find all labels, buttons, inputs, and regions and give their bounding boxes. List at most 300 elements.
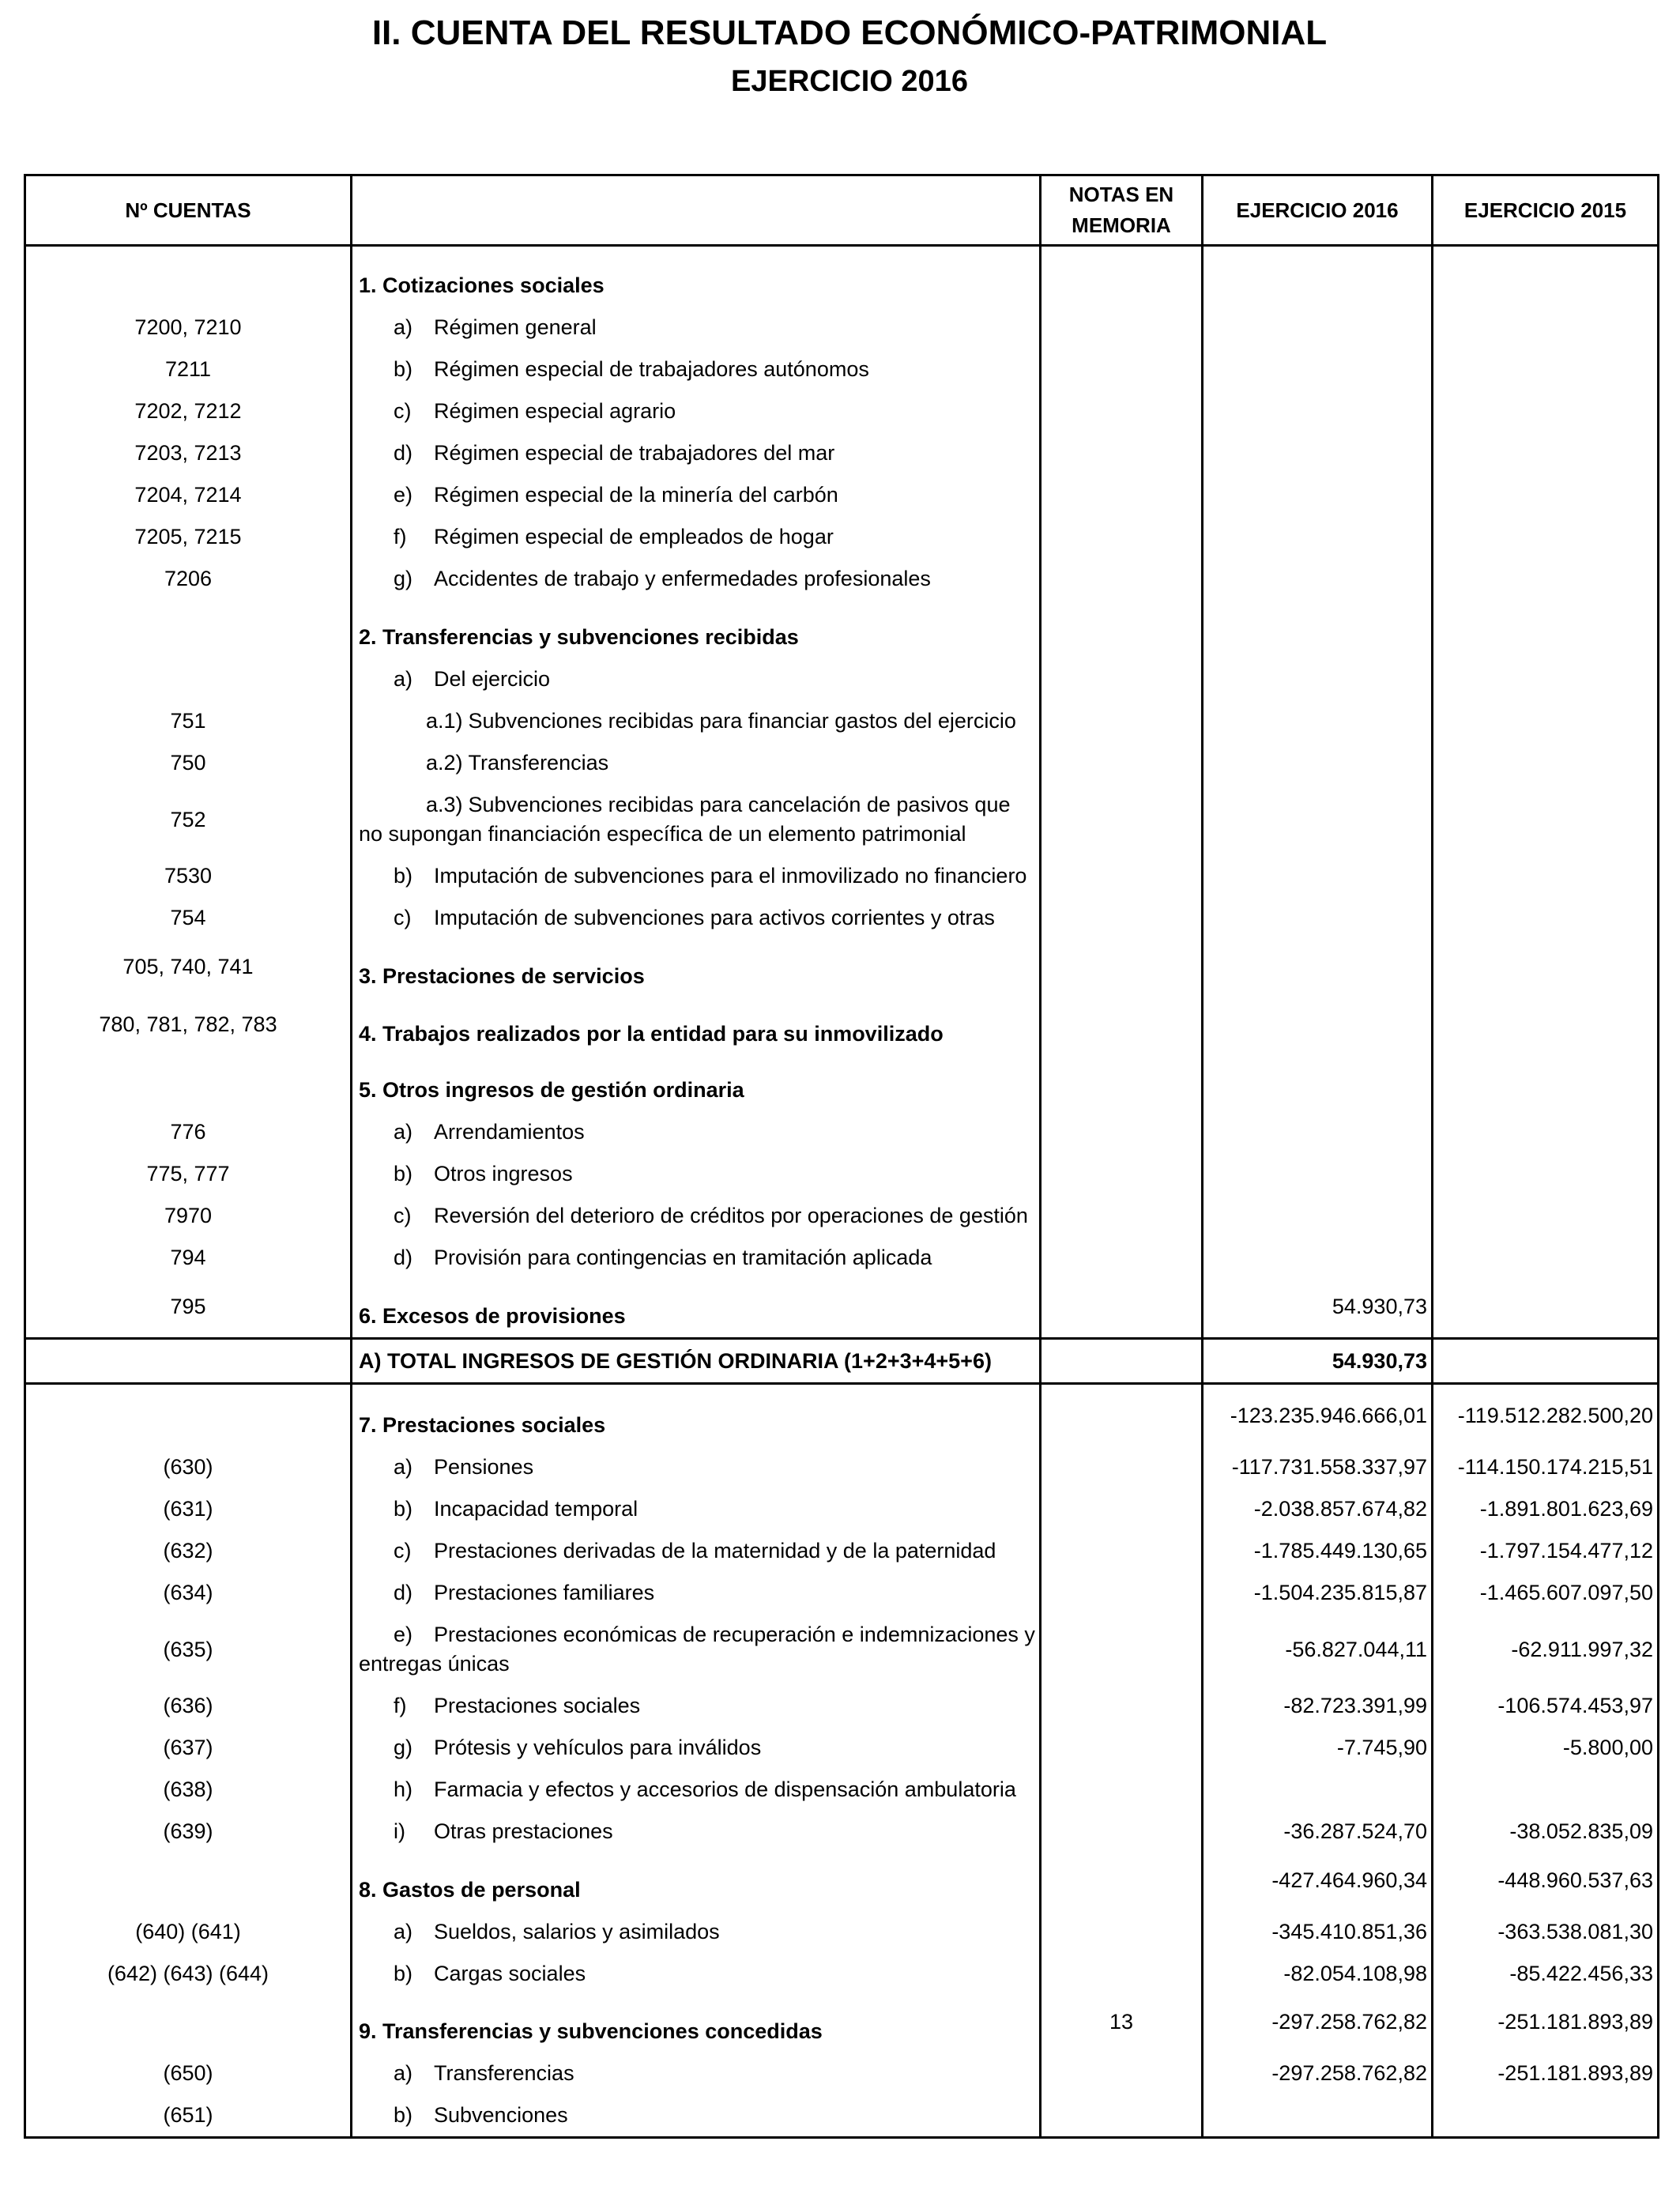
table-row [26,1769,1657,1811]
table-header [26,176,1657,247]
notes-cell [1039,855,1201,897]
concept-cell [350,1237,1039,1279]
account-number: 750 [170,751,206,775]
header-accounts: Nº CUENTAS [125,198,251,222]
item-letter: g) [394,1736,413,1759]
table-row [26,307,1657,349]
account-number: 754 [170,906,206,929]
amount-2016-cell [1201,1614,1431,1685]
notes-cell [1039,247,1201,307]
table-row [26,390,1657,432]
item-letter: a.1) [426,709,463,733]
section-heading: 5. Otros ingresos de gestión ordinaria [359,1078,744,1102]
notes-cell [1039,700,1201,742]
item-letter: h) [394,1777,413,1801]
income-section [26,247,1657,1337]
amount-2015-cell [1431,1572,1657,1614]
account-cell [26,474,350,516]
table-row [26,658,1657,700]
amount-2016: -427.464.960,34 [1271,1868,1427,1892]
concept-cell [350,1340,1039,1382]
amount-2015-cell [1431,1853,1657,1911]
concept-text: Sueldos, salarios y asimilados [434,1920,720,1943]
section-heading: 8. Gastos de personal [359,1878,581,1902]
amount-2016: -297.258.762,82 [1271,2010,1427,2034]
amount-2015: -119.512.282.500,20 [1457,1404,1653,1427]
concept-cell [350,1446,1039,1488]
amount-2016-cell [1201,1237,1431,1279]
amount-2015-cell [1431,474,1657,516]
notes-cell [1039,2053,1201,2094]
concept-text: Transferencias [468,751,609,775]
concept-cell [350,390,1039,432]
account-number: 7202, 7212 [134,399,242,423]
amount-2016: -1.785.449.130,65 [1253,1539,1427,1563]
amount-2015: -1.797.154.477,12 [1479,1539,1653,1563]
account-number: 7206 [164,567,213,590]
amount-2015-cell [1431,558,1657,600]
section-heading: 9. Transferencias y subvenciones concedidas [359,2019,823,2043]
concept-cell [350,742,1039,784]
concept-cell [350,432,1039,474]
header-concept-cell [350,176,1039,244]
concept-cell [350,897,1039,939]
concept-text: Arrendamientos [434,1120,585,1144]
table-row [26,1572,1657,1614]
concept-cell [350,349,1039,390]
account-number: (650) [163,2061,213,2085]
amount-2016-cell [1201,1153,1431,1195]
notes-cell [1039,1727,1201,1769]
amount-2016-cell [1201,897,1431,939]
amount-2015: -363.538.081,30 [1497,1920,1653,1943]
amount-2016-cell [1201,1995,1431,2053]
item-letter: d) [394,1581,413,1604]
amount-2016-cell [1201,1385,1431,1446]
notes-cell [1039,1685,1201,1727]
table-row [26,1727,1657,1769]
amount-2016: -82.723.391,99 [1283,1694,1427,1717]
table-heading-row [26,1279,1657,1337]
amount-2016-cell [1201,432,1431,474]
notes-cell [1039,1530,1201,1572]
account-cell [26,1279,350,1337]
amount-2015: -448.960.537,63 [1497,1868,1653,1892]
account-cell [26,1769,350,1811]
table-row [26,742,1657,784]
concept-cell [350,1195,1039,1237]
amount-2016-cell [1201,1811,1431,1853]
account-number: 794 [170,1246,206,1269]
table-row [26,1153,1657,1195]
total-income-label: A) TOTAL INGRESOS DE GESTIÓN ORDINARIA (1+2+3+4+5+6) [359,1349,992,1373]
amount-2016: -117.731.558.337,97 [1231,1455,1427,1479]
concept-text: Otros ingresos [434,1162,573,1186]
concept-cell [350,1111,1039,1153]
concept-text: Imputación de subvenciones para el inmovilizado no financiero [434,864,1027,888]
notes-cell [1039,997,1201,1055]
amount-2016: -1.504.235.815,87 [1253,1581,1427,1604]
amount-2015: -114.150.174.215,51 [1457,1455,1653,1479]
amount-2015-cell [1431,742,1657,784]
table-row [26,784,1657,855]
notes-cell [1039,1995,1201,2053]
header-year-2015-cell [1431,176,1657,244]
header-accounts-cell [26,176,350,244]
amount-2015: -38.052.835,09 [1509,1819,1653,1843]
amount-2015-cell [1431,1237,1657,1279]
amount-2016-cell [1201,390,1431,432]
account-cell [26,349,350,390]
table-row [26,1911,1657,1953]
amount-2015-cell [1431,1995,1657,2053]
amount-2015-cell [1431,1446,1657,1488]
amount-2015-cell [1431,658,1657,700]
item-letter: e) [394,483,413,507]
account-cell [26,1995,350,2053]
total-income-amount-2016: 54.930,73 [1332,1349,1427,1373]
amount-2016-cell [1201,939,1431,997]
notes-cell [1039,1911,1201,1953]
concept-text: Otras prestaciones [434,1819,613,1843]
concept-text: Pensiones [434,1455,534,1479]
amount-2015-cell [1431,1530,1657,1572]
account-cell [26,1488,350,1530]
account-number: (638) [163,1777,213,1801]
concept-cell [350,600,1039,658]
concept-cell [350,2094,1039,2136]
section-heading: 3. Prestaciones de servicios [359,964,645,988]
table-heading-row [26,997,1657,1055]
notes-cell [1039,1279,1201,1337]
account-cell [26,1727,350,1769]
amount-2016-cell [1201,2094,1431,2136]
concept-cell [350,1385,1039,1446]
concept-text: Prestaciones sociales [434,1694,641,1717]
notes-cell [1039,1446,1201,1488]
concept-cell [350,1614,1039,1685]
notes-cell [1039,939,1201,997]
amount-2015-cell [1431,1195,1657,1237]
notes-cell [1039,1111,1201,1153]
notes-cell [1039,1237,1201,1279]
amount-2015-cell [1431,1811,1657,1853]
account-cell [26,1853,350,1911]
amount-2016: -7.745,90 [1336,1736,1427,1759]
amount-2015-cell [1431,700,1657,742]
amount-2016-cell [1201,742,1431,784]
concept-text: Accidentes de trabajo y enfermedades profesionales [434,567,931,590]
concept-cell [350,784,1039,855]
amount-2016-cell [1201,1446,1431,1488]
table-heading-row [26,1853,1657,1911]
concept-text: Régimen especial de empleados de hogar [434,525,834,548]
amount-2015: -106.574.453,97 [1497,1694,1653,1717]
item-letter: a) [394,1455,413,1479]
table-row [26,700,1657,742]
amount-2016-cell [1201,997,1431,1055]
account-number: 752 [170,807,206,831]
amount-2015: -251.181.893,89 [1497,2061,1653,2085]
amount-2016-cell [1201,1769,1431,1811]
table-row [26,558,1657,600]
account-cell [26,784,350,855]
account-cell [26,1385,350,1446]
account-number: 7530 [164,864,213,888]
header-year-2016-cell [1201,176,1431,244]
notes-cell [1039,2094,1201,2136]
concept-text: Del ejercicio [434,667,551,691]
amount-2015-cell [1431,855,1657,897]
account-number: 775, 777 [146,1162,230,1186]
account-cell [26,1572,350,1614]
account-cell [26,1340,350,1382]
table-row [26,2094,1657,2136]
amount-2016-cell [1201,1340,1431,1382]
table-heading-row [26,939,1657,997]
concept-text: Transferencias [434,2061,574,2085]
notes-cell [1039,1853,1201,1911]
notes-cell [1039,558,1201,600]
table-row [26,1614,1657,1685]
note-reference: 13 [1109,2010,1134,2034]
table-row [26,349,1657,390]
amount-2015-cell [1431,1055,1657,1111]
section-heading: 6. Excesos de provisiones [359,1304,626,1328]
concept-cell [350,855,1039,897]
concept-cell [350,1153,1039,1195]
amount-2015-cell [1431,1111,1657,1153]
notes-cell [1039,1811,1201,1853]
notes-cell [1039,742,1201,784]
account-cell [26,558,350,600]
account-number: 7211 [164,357,212,381]
amount-2016-cell [1201,600,1431,658]
item-letter: c) [394,1204,412,1227]
item-letter: d) [394,1246,413,1269]
notes-cell [1039,1614,1201,1685]
item-letter: e) [394,1623,413,1646]
income-statement-table [24,174,1659,2139]
header-notes: NOTAS EN MEMORIA [1068,183,1174,237]
amount-2015-cell [1431,1769,1657,1811]
amount-2016-cell [1201,1853,1431,1911]
concept-text: Régimen especial de trabajadores autónomos [434,357,869,381]
table-row [26,855,1657,897]
table-heading-row [26,1385,1657,1446]
account-cell [26,1111,350,1153]
table-heading-row [26,247,1657,307]
account-cell [26,2094,350,2136]
amount-2016: 54.930,73 [1332,1295,1427,1318]
account-number: 795 [170,1295,206,1318]
amount-2016-cell [1201,658,1431,700]
table-row [26,1195,1657,1237]
amount-2016: -345.410.851,36 [1271,1920,1427,1943]
item-letter: b) [394,357,413,381]
amount-2016-cell [1201,307,1431,349]
amount-2015-cell [1431,1488,1657,1530]
amount-2015-cell [1431,516,1657,558]
notes-cell [1039,784,1201,855]
account-cell [26,1530,350,1572]
notes-cell [1039,1055,1201,1111]
item-letter: b) [394,1162,413,1186]
item-letter: a.3) [426,793,463,816]
account-cell [26,1055,350,1111]
account-cell [26,1195,350,1237]
concept-text: Régimen general [434,315,597,339]
concept-cell [350,1953,1039,1995]
account-cell [26,1614,350,1685]
amount-2015: -1.891.801.623,69 [1479,1497,1653,1521]
account-cell [26,1911,350,1953]
account-number: 7200, 7210 [134,315,242,339]
concept-text: Prestaciones económicas de recuperación e indemnizaciones y entregas únicas [359,1623,1035,1676]
notes-cell [1039,1195,1201,1237]
notes-cell [1039,349,1201,390]
account-number: (640) (641) [135,1920,241,1943]
account-number: (634) [163,1581,213,1604]
account-cell [26,742,350,784]
concept-cell [350,1572,1039,1614]
table-row [26,1111,1657,1153]
amount-2015-cell [1431,1911,1657,1953]
concept-text: Farmacia y efectos y accesorios de dispensación ambulatoria [434,1777,1016,1801]
concept-text: Régimen especial agrario [434,399,676,423]
account-number: (642) (643) (644) [107,1962,269,1985]
table-row [26,474,1657,516]
item-letter: a.2) [426,751,463,775]
amount-2016: -2.038.857.674,82 [1253,1497,1427,1521]
concept-text: Prestaciones familiares [434,1581,655,1604]
item-letter: a) [394,2061,413,2085]
table-row [26,1237,1657,1279]
amount-2015-cell [1431,349,1657,390]
table-row [26,1446,1657,1488]
amount-2015: -5.800,00 [1562,1736,1653,1759]
amount-2015-cell [1431,1153,1657,1195]
notes-cell [1039,1340,1201,1382]
account-cell [26,516,350,558]
concept-cell [350,2053,1039,2094]
amount-2016: -123.235.946.666,01 [1230,1404,1427,1427]
concept-text: Provisión para contingencias en tramitación aplicada [434,1246,932,1269]
account-number: 780, 781, 782, 783 [99,1012,277,1036]
concept-text: Cargas sociales [434,1962,586,1985]
concept-cell [350,307,1039,349]
notes-cell [1039,1153,1201,1195]
amount-2016-cell [1201,1572,1431,1614]
section-heading: 4. Trabajos realizados por la entidad para su inmovilizado [359,1022,944,1046]
amount-2016-cell [1201,1195,1431,1237]
concept-cell [350,1279,1039,1337]
amount-2016-cell [1201,700,1431,742]
account-number: 7204, 7214 [134,483,242,507]
table-row [26,1685,1657,1727]
section-heading: 7. Prestaciones sociales [359,1413,606,1437]
amount-2016-cell [1201,784,1431,855]
account-number: (631) [163,1497,213,1521]
account-cell [26,1153,350,1195]
concept-text: Régimen especial de la minería del carbón [434,483,838,507]
header-notes-cell [1039,176,1201,244]
item-letter: b) [394,1962,413,1985]
account-cell [26,997,350,1055]
account-number: (639) [163,1819,213,1843]
item-letter: a) [394,315,413,339]
concept-cell [350,1530,1039,1572]
concept-cell [350,700,1039,742]
item-letter: a) [394,667,413,691]
amount-2015-cell [1431,2053,1657,2094]
account-cell [26,1685,350,1727]
notes-cell [1039,1488,1201,1530]
item-letter: b) [394,2103,413,2127]
concept-cell [350,1769,1039,1811]
concept-cell [350,1811,1039,1853]
account-number: (632) [163,1539,213,1563]
concept-cell [350,658,1039,700]
amount-2015-cell [1431,247,1657,307]
concept-cell [350,1995,1039,2053]
table-row [26,516,1657,558]
amount-2016-cell [1201,855,1431,897]
amount-2015-cell [1431,307,1657,349]
account-cell [26,658,350,700]
account-cell [26,1953,350,1995]
concept-cell [350,939,1039,997]
concept-text: Incapacidad temporal [434,1497,638,1521]
amount-2016: -297.258.762,82 [1271,2061,1427,2085]
account-cell [26,1811,350,1853]
concept-cell [350,516,1039,558]
account-cell [26,1446,350,1488]
amount-2016: -82.054.108,98 [1283,1962,1427,1985]
amount-2016-cell [1201,1727,1431,1769]
amount-2015: -251.181.893,89 [1497,2010,1653,2034]
amount-2015-cell [1431,1727,1657,1769]
account-number: (635) [163,1637,213,1661]
account-number: 776 [170,1120,206,1144]
item-letter: i) [394,1819,405,1843]
concept-cell [350,558,1039,600]
notes-cell [1039,1769,1201,1811]
amount-2015-cell [1431,784,1657,855]
amount-2016-cell [1201,1111,1431,1153]
notes-cell [1039,516,1201,558]
fiscal-year-title: EJERCICIO 2016 [731,65,968,98]
concept-text: Régimen especial de trabajadores del mar [434,441,835,465]
table-row [26,1530,1657,1572]
concept-cell [350,1727,1039,1769]
table-heading-row [26,1995,1657,2053]
item-letter: d) [394,441,413,465]
account-cell [26,855,350,897]
concept-text: Subvenciones recibidas para financiar gastos del ejercicio [468,709,1016,733]
total-income-row [26,1337,1657,1385]
account-cell [26,390,350,432]
item-letter: c) [394,906,412,929]
item-letter: b) [394,864,413,888]
concept-cell [350,1911,1039,1953]
account-number: 7203, 7213 [134,441,242,465]
amount-2016-cell [1201,2053,1431,2094]
amount-2016-cell [1201,1279,1431,1337]
amount-2015-cell [1431,432,1657,474]
amount-2015-cell [1431,1385,1657,1446]
account-cell [26,700,350,742]
